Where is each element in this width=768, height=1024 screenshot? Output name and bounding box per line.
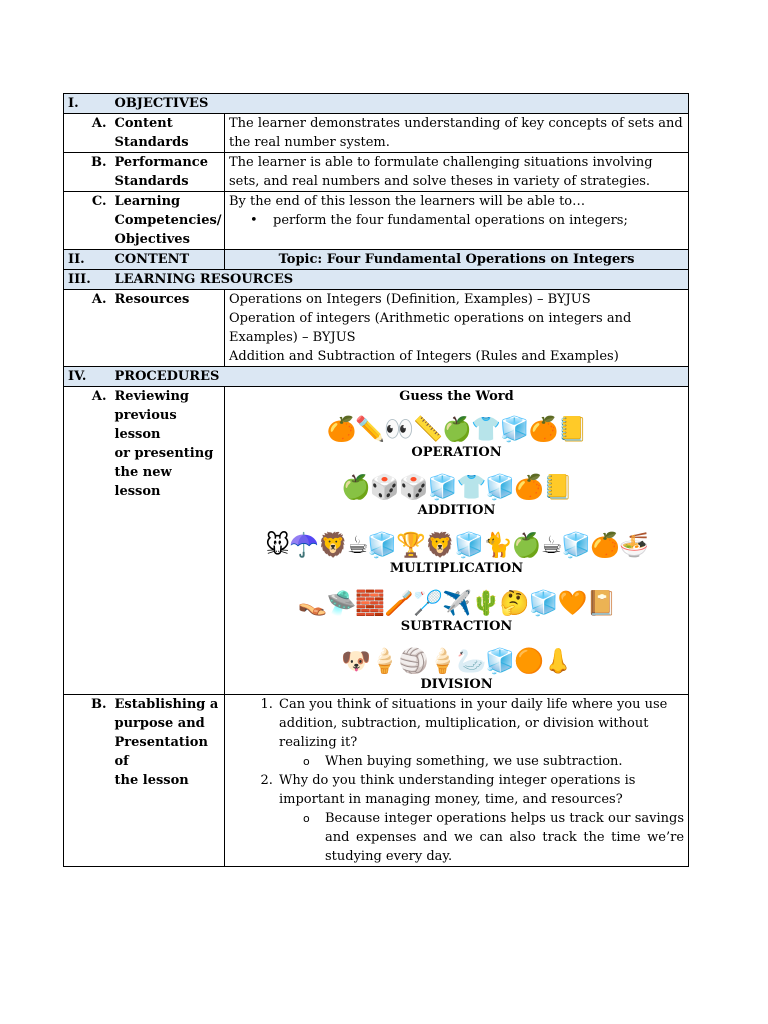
item-title bbox=[111, 387, 225, 695]
question-item bbox=[277, 771, 684, 866]
section-title: CONTENT bbox=[111, 250, 225, 270]
puzzle-answer: ADDITION bbox=[417, 503, 496, 518]
item-text: The learner is able to formulate challenging situations involving sets, and real numbers and solve theses in variety of strategies. bbox=[225, 153, 689, 192]
reviewing-row bbox=[64, 387, 689, 695]
section-resources-row bbox=[64, 270, 689, 290]
item-title-line: previous lesson bbox=[114, 408, 177, 442]
item-letter: C. bbox=[64, 192, 111, 250]
emoji-clue: 🍏🎲🎲🧊👕🧊🍊📒 bbox=[340, 473, 573, 501]
section-number: III. bbox=[64, 270, 111, 290]
competency-list bbox=[229, 211, 684, 230]
motivation-questions bbox=[225, 695, 689, 867]
learning-competencies-row bbox=[64, 192, 689, 250]
item-title bbox=[111, 153, 225, 192]
item-title-line: Objectives bbox=[114, 232, 190, 247]
answer-list bbox=[279, 752, 684, 771]
item-title-line: Competencies/ bbox=[114, 213, 222, 228]
emoji-clue: 👡🛸🧱🪥🏸✈️🌵🤔🧊🧡📔 bbox=[297, 589, 616, 617]
section-number: I. bbox=[64, 94, 111, 114]
section-content-row bbox=[64, 250, 689, 270]
resources-row bbox=[64, 290, 689, 367]
item-letter: B. bbox=[64, 695, 111, 867]
item-title-line: Performance bbox=[114, 155, 208, 170]
section-title: OBJECTIVES bbox=[111, 94, 689, 114]
question-list bbox=[229, 695, 684, 866]
item-title bbox=[111, 114, 225, 153]
item-text: The learner demonstrates understanding of key concepts of sets and the real number system. bbox=[225, 114, 689, 153]
competency-intro: By the end of this lesson the learners will be able to… bbox=[229, 194, 586, 209]
performance-standards-row bbox=[64, 153, 689, 192]
item-letter: B. bbox=[64, 153, 111, 192]
item-title-line: Presentation of bbox=[114, 735, 208, 769]
guess-the-word-activity bbox=[225, 387, 689, 695]
answer-text: o Because integer operations helps us track our savings and expenses and we can also track the time we’re studying every day. bbox=[323, 809, 684, 866]
lesson-plan-table bbox=[63, 93, 689, 867]
answer-list bbox=[279, 809, 684, 866]
item-title-line: or presenting bbox=[114, 446, 214, 461]
item-title-line: Content bbox=[114, 116, 173, 131]
question-item bbox=[277, 695, 684, 771]
item-title-line: Standards bbox=[114, 135, 189, 150]
puzzle-answer: DIVISION bbox=[420, 677, 493, 692]
item-letter: A. bbox=[64, 114, 111, 153]
section-title: LEARNING RESOURCES bbox=[111, 270, 689, 290]
item-title-line: Standards bbox=[114, 174, 189, 189]
resource-list bbox=[225, 290, 689, 367]
activity-title: Guess the Word bbox=[399, 389, 514, 404]
puzzle-answer: MULTIPLICATION bbox=[389, 561, 524, 576]
puzzle-operation bbox=[229, 414, 684, 462]
question-text: Can you think of situations in your daily life where you use addition, subtraction, multiplication, or division without realizing it? bbox=[279, 697, 668, 750]
topic-title: Topic: Four Fundamental Operations on Integers bbox=[225, 250, 689, 270]
item-title bbox=[111, 192, 225, 250]
puzzle-answer: OPERATION bbox=[411, 445, 502, 460]
answer-text: o When buying something, we use subtraction. bbox=[323, 752, 684, 771]
item-title-line: the new lesson bbox=[114, 465, 172, 499]
item-title: Resources bbox=[111, 290, 225, 367]
item-letter: A. bbox=[64, 387, 111, 695]
competency-bullet: • perform the four fundamental operations on integers; bbox=[273, 211, 684, 230]
item-title-line: purpose and bbox=[114, 716, 205, 731]
section-number: II. bbox=[64, 250, 111, 270]
item-title bbox=[111, 695, 225, 867]
resource-item: Addition and Subtraction of Integers (Rules and Examples) bbox=[229, 349, 619, 364]
question-text: Why do you think understanding integer operations is important in managing money, time, and resources? bbox=[279, 773, 636, 807]
section-title: PROCEDURES bbox=[111, 367, 689, 387]
item-title-line: Establishing a bbox=[114, 697, 219, 712]
item-title-line: Reviewing bbox=[114, 389, 190, 404]
establishing-purpose-row bbox=[64, 695, 689, 867]
puzzle-division bbox=[229, 646, 684, 694]
emoji-clue: 🐭☂️🦁☕🧊🏆🦁🧊🐈🍏☕🧊🍊🍜 bbox=[265, 531, 648, 559]
resource-item: Operations on Integers (Definition, Examples) – BYJUS bbox=[229, 292, 591, 307]
puzzle-addition bbox=[229, 472, 684, 520]
resource-item: Operation of integers (Arithmetic operations on integers and Examples) – BYJUS bbox=[229, 311, 632, 345]
puzzle-answer: SUBTRACTION bbox=[400, 619, 513, 634]
item-title-line: Learning bbox=[114, 194, 181, 209]
section-number: IV. bbox=[64, 367, 111, 387]
item-text bbox=[225, 192, 689, 250]
item-letter: A. bbox=[64, 290, 111, 367]
section-procedures-row bbox=[64, 367, 689, 387]
content-standards-row bbox=[64, 114, 689, 153]
puzzle-subtraction bbox=[229, 588, 684, 636]
emoji-clue: 🐶🍦🏐🍦🦢🧊🟠👃 bbox=[340, 647, 573, 675]
puzzle-multiplication bbox=[229, 530, 684, 578]
section-objectives-row bbox=[64, 94, 689, 114]
emoji-clue: 🍊✏️👀📏🍏👕🧊🍊📒 bbox=[326, 415, 587, 443]
item-title-line: the lesson bbox=[114, 773, 189, 788]
